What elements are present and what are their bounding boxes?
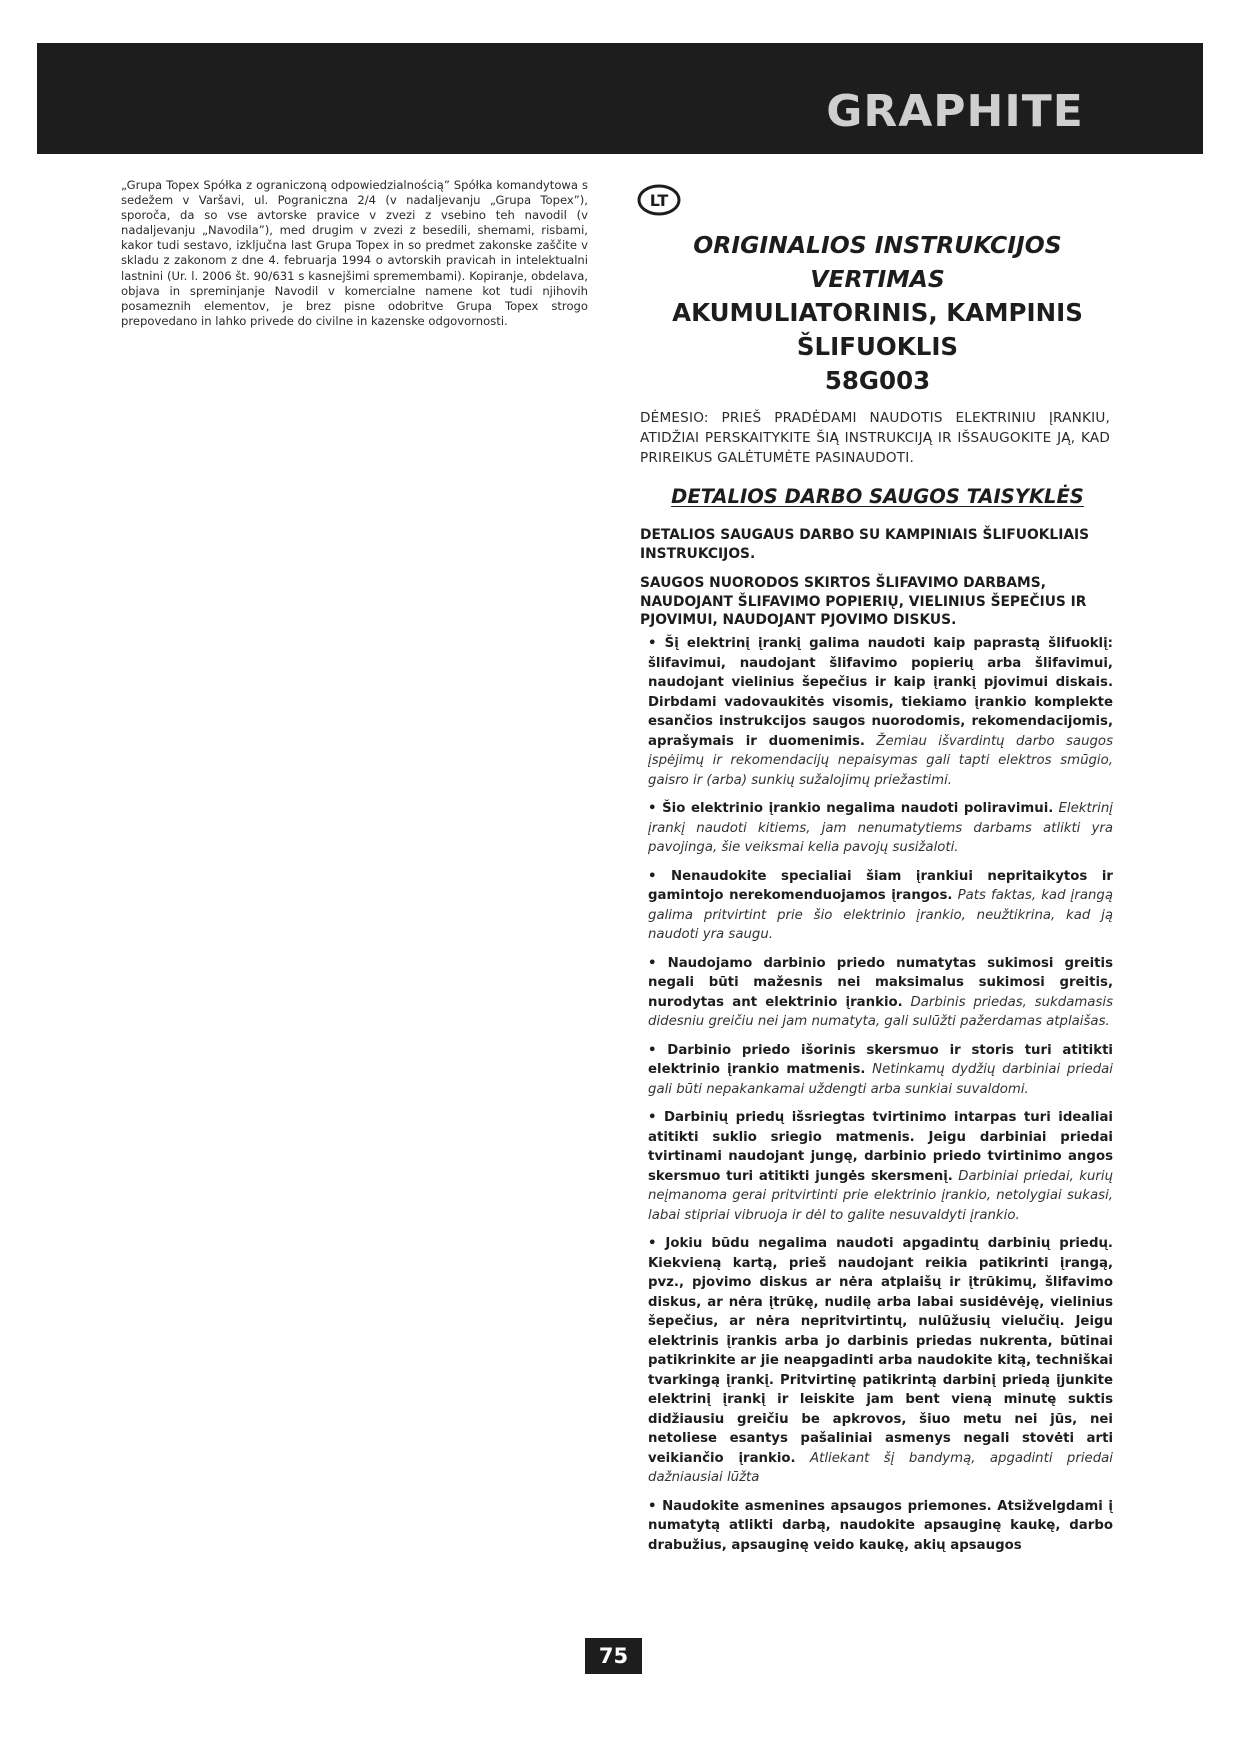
rule-italic-text: Darbiniai priedai, kurių neįmanoma gerai pritvirtinti prie elektrinio įrankio, netolygiai sukasi, labai stipriai vibruoja ir dėl to galite nesuvaldyti įrankio. (648, 1168, 1113, 1223)
sub-heading-grinding-safety: SAUGOS NUORODOS SKIRTOS ŠLIFAVIMO DARBAMS, NAUDOJANT ŠLIFAVIMO POPIERIŲ, VIELINIUS ŠEPEČIUS IR PJOVIMUI, NAUDOJANT PJOVIMO DISKUS. (640, 575, 1087, 628)
section-heading: DETALIOS DARBO SAUGOS TAISYKLĖS (671, 485, 1084, 508)
title-line-3: AKUMULIATORINIS, KAMPINIS (672, 298, 1083, 327)
sub-heading-angle-grinder: DETALIOS SAUGAUS DARBO SU KAMPINIAIS ŠLIFUOKLIAIS INSTRUKCIJOS. (640, 527, 1090, 562)
safety-rule (648, 1497, 1113, 1556)
title-line-2: VERTIMAS (810, 265, 945, 293)
rule-italic-text: Darbinis priedas, sukdamasis didesniu greičiu nei jam numatyta, gali sulūžti pažerdamas atplaišas. (648, 994, 1113, 1029)
svg-text:GRAPHITE: GRAPHITE (826, 86, 1084, 132)
rule-italic-text: Pats faktas, kad įrangą galima pritvirtint prie šio elektrinio įrankio, neužtikrina, kad ją naudoti yra saugu. (648, 888, 1113, 942)
safety-rule (648, 867, 1113, 945)
rule-bold-text: • Darbinio priedo išorinis skersmuo ir storis turi atitikti elektrinio įrankio matmenis. (648, 1042, 1113, 1077)
safety-rule (648, 634, 1113, 790)
language-badge (637, 184, 685, 216)
safety-rule (648, 799, 1113, 858)
title-line-4: ŠLIFUOKLIS (796, 332, 959, 361)
rule-bold-text: • Jokiu būdu negalima naudoti apgadintų darbinių priedų. Kiekvieną kartą, prieš naudojant reikia patikrinti įrangą, pvz., pjovimo diskus ar nėra atplaišų ir įtrūkimų, šlifavimo diskus, ar nėra įtrūkę, nudilę arba labai susidėvėję, vielinius šepečius, ar nėra nepritvirtintų, nulūžusių vielučių. Jeigu elektrinis įrankis arba jo darbinis priedas nukrenta, būtinai patikrinkite ar jie neapgadinti arba naudokite kitą, techniškai tvarkingą įrankį. Pritvirtinę patikrintą darbinį priedą įjunkite elektrinį įrankį ir leiskite jam bent vieną minutę suktis didžiausiu greičiu be apkrovos, šiuo metu nei jūs, nei netoliese esantys pašaliniai asmenys negali stovėti arti veikiančio įrankio. (648, 1236, 1113, 1466)
svg-text:LT: LT (649, 191, 669, 210)
rule-bold-text: • Nenaudokite specialiai šiam įrankiui nepritaikytos ir gamintojo nerekomenduojamos įrangos. (648, 868, 1113, 903)
rule-bold-text: • Darbinių priedų išsriegtas tvirtinimo intarpas turi idealiai atitikti suklio sriegio matmenis. Jeigu darbiniai priedai tvirtinami naudojant jungę, darbinio priedo tvirtinimo angos skersmuo turi atitikti jungės skersmenį. (648, 1110, 1113, 1184)
safety-rule (648, 1041, 1113, 1100)
attention-warning: DĖMESIO: PRIEŠ PRADĖDAMI NAUDOTIS ELEKTRINIU ĮRANKIU, ATIDŽIAI PERSKAITYKITE ŠIĄ INSTRUKCIJĄ IR IŠSAUGOKITE JĄ, KAD PRIREIKUS GALĖTUMĖTE PASINAUDOTI. (640, 410, 1110, 466)
copyright-note: „Grupa Topex Spółka z ograniczoną odpowiedzialnością” Spółka komandytowa s sedežem v Varšavi, ul. Pograniczna 2/4 (v nadaljevanju „Grupa Topex”), sporoča, da so vse avtorske pravice v zvezi z vsebino teh navodil (v nadaljevanju „Navodila”), med drugim v zvezi z besedili, shemami, risbami, kakor tudi sestavo, izključna last Grupa Topex in so predmet zakonske zaščite v skladu z zakonom z dne 4. februarja 1994 o avtorskih pravicah in intelektualni lastnini (Ur. l. 2006 št. 90/631 s kasnejšimi spremembami). Kopiranje, obdelava, objava in spreminjanje Navodil v komercialne namene kot tudi njihovih posameznih elementov, je brez pisne odobritve Grupa Topex strogo prepovedano in lahko privede do civilne in kazenske odgovornosti. (121, 178, 588, 328)
rule-italic-text: Atliekant šį bandymą, apgadinti priedai dažniausiai lūžta (648, 1450, 1113, 1485)
safety-rule (648, 954, 1113, 1032)
rule-italic-text: Netinkamų dydžių darbiniai priedai gali būti nepakankamai uždengti arba sunkiai suvaldomi. (648, 1062, 1113, 1097)
graphite-logo (815, 86, 1095, 132)
rule-italic-text: Žemiau išvardintų darbo saugos įspėjimų ir rekomendacijų nepaisymas gali tapti elektros smūgio, gaisro ir (arba) sunkių sužalojimų priežastimi. (648, 733, 1113, 788)
rule-italic-text: Elektrinį įrankį naudoti kitiems, jam nenumatytiems darbams atlikti yra pavojinga, šie veiksmai kelia pavojų susižaloti. (648, 801, 1113, 855)
model-number: 58G003 (824, 366, 931, 395)
page-number: 75 (585, 1638, 642, 1674)
rule-bold-text: • Naudojamo darbinio priedo numatytas sukimosi greitis negali būti mažesnis nei maksimalus sukimosi greitis, nurodytas ant elektrinio įrankio. (648, 955, 1113, 1010)
rule-bold-text: • Naudokite asmenines apsaugos priemones. Atsižvelgdami į numatytą atlikti darbą, naudokite apsauginę kaukę, darbo drabužius, apsauginę veido kaukę, akių apsaugos (648, 1498, 1113, 1553)
rule-bold-text: • Šio elektrinio įrankio negalima naudoti poliravimui. (648, 801, 1054, 816)
rule-bold-text: • Šį elektrinį įrankį galima naudoti kaip paprastą šlifuoklį: šlifavimui, naudojant šlifavimo popierių arba šlifavimui, naudojant vielinius šepečius ir kaip įrankį pjovimui diskais. Dirbdami vadovaukitės visomis, tiekiamo įrankio komplekte esančios instrukcijos saugos nuorodomis, rekomendacijomis, aprašymais ir duomenimis. (648, 636, 1113, 749)
title-line-1: ORIGINALIOS INSTRUKCIJOS (693, 231, 1062, 259)
product-title (640, 296, 1115, 364)
document-title-translation (640, 228, 1115, 296)
safety-rules-list (648, 634, 1113, 1564)
safety-rule (648, 1234, 1113, 1488)
safety-rule (648, 1108, 1113, 1225)
